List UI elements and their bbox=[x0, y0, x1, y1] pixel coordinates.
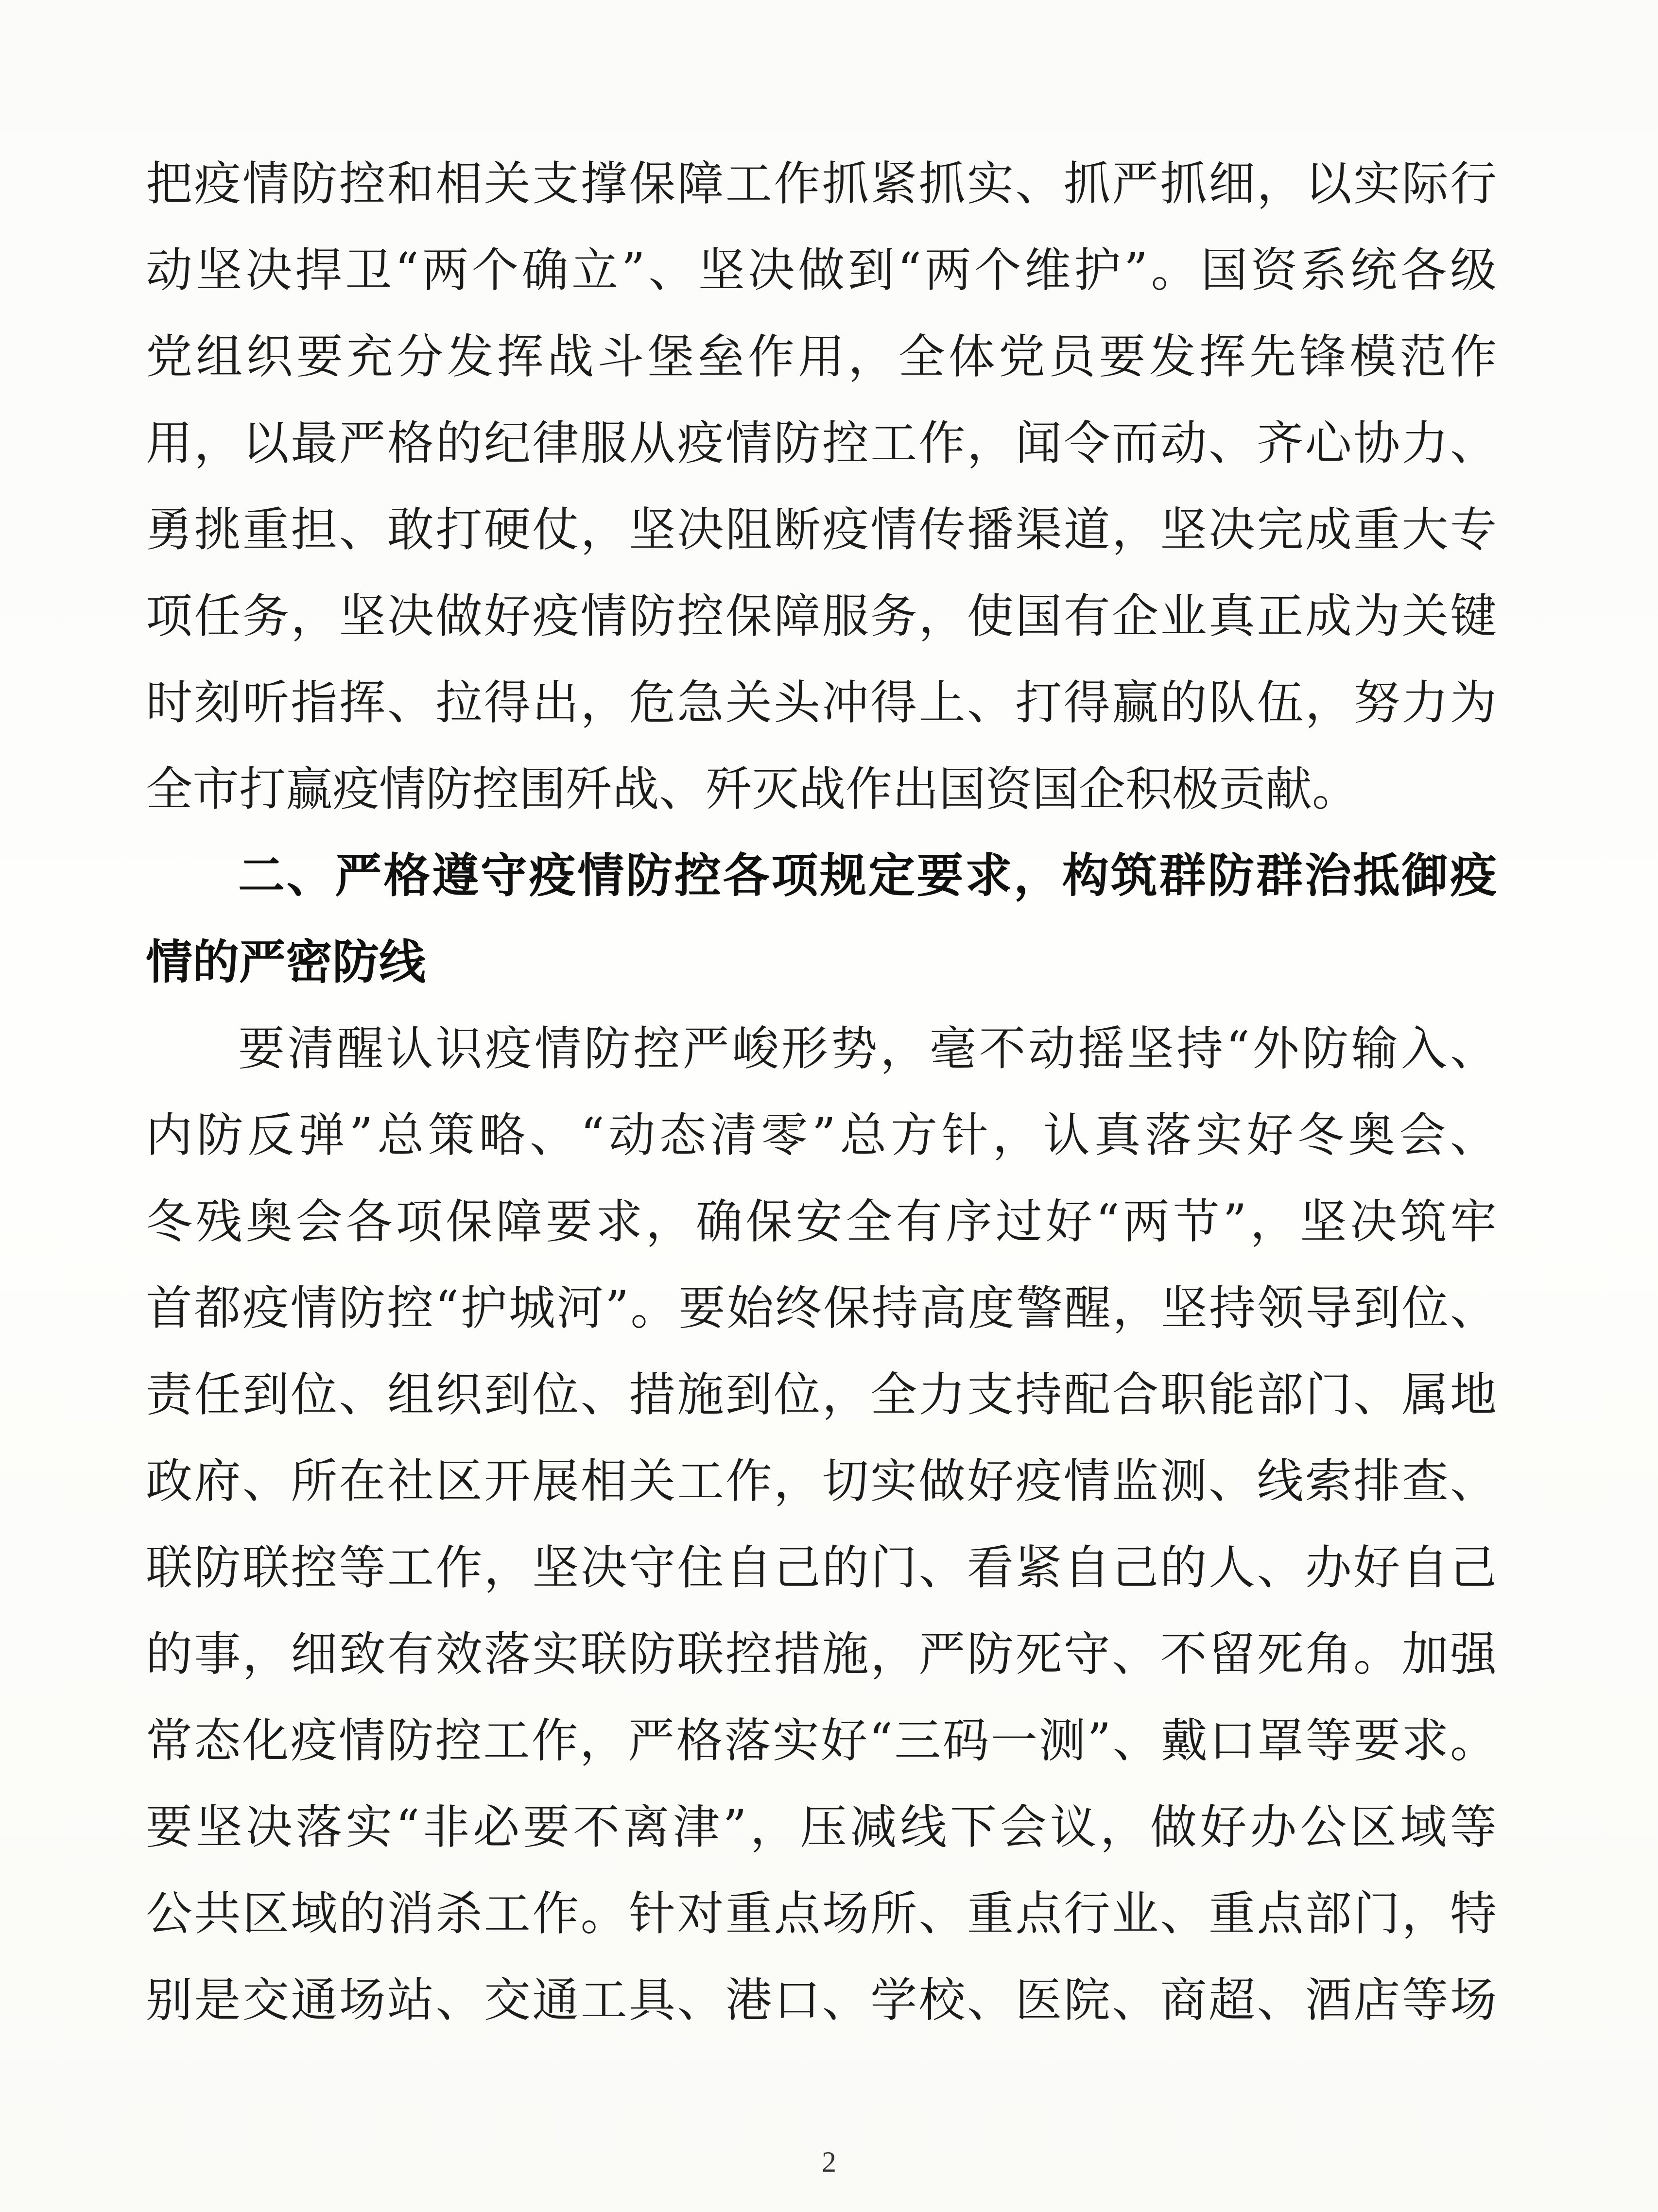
body-text-line: 项任务，坚决做好疫情防控保障服务，使国有企业真正成为关键 bbox=[146, 589, 1497, 643]
body-text-line: 把疫情防控和相关支撑保障工作抓紧抓实、抓严抓细，以实际行 bbox=[146, 156, 1497, 211]
body-text-line: 要清醒认识疫情防控严峻形势，毫不动摇坚持“外防输入、 bbox=[238, 1021, 1497, 1076]
body-text-line: 时刻听指挥、拉得出，危急关头冲得上、打得赢的队伍，努力为 bbox=[146, 675, 1497, 730]
section-heading: 二、严格遵守疫情防控各项规定要求，构筑群防群治抵御疫 bbox=[238, 848, 1497, 903]
body-text-line: 责任到位、组织到位、措施到位，全力支持配合职能部门、属地 bbox=[146, 1367, 1497, 1422]
body-text-line: 用，以最严格的纪律服从疫情防控工作，闻令而动、齐心协力、 bbox=[146, 416, 1497, 470]
section-heading: 情的严密防线 bbox=[146, 935, 426, 989]
body-text-line: 的事，细致有效落实联防联控措施，严防死守、不留死角。加强 bbox=[146, 1627, 1497, 1681]
body-text-line: 常态化疫情防控工作，严格落实好“三码一测”、戴口罩等要求。 bbox=[146, 1713, 1497, 1768]
body-text-line: 要坚决落实“非必要不离津”，压减线下会议，做好办公区域等 bbox=[146, 1800, 1497, 1854]
body-text-line: 政府、所在社区开展相关工作，切实做好疫情监测、线索排查、 bbox=[146, 1454, 1497, 1508]
body-text-line: 首都疫情防控“护城河”。要始终保持高度警醒，坚持领导到位、 bbox=[146, 1281, 1497, 1335]
body-text-line: 联防联控等工作，坚决守住自己的门、看紧自己的人、办好自己 bbox=[146, 1540, 1497, 1595]
body-text-line: 全市打赢疫情防控围歼战、歼灭战作出国资国企积极贡献。 bbox=[146, 762, 1359, 816]
body-text-line: 内防反弹”总策略、“动态清零”总方针，认真落实好冬奥会、 bbox=[146, 1108, 1497, 1162]
body-text-line: 动坚决捍卫“两个确立”、坚决做到“两个维护”。国资系统各级 bbox=[146, 243, 1497, 297]
body-text-line: 党组织要充分发挥战斗堡垒作用，全体党员要发挥先锋模范作 bbox=[146, 329, 1497, 384]
page-number: 2 bbox=[822, 2146, 836, 2178]
body-text-line: 冬残奥会各项保障要求，确保安全有序过好“两节”，坚决筑牢 bbox=[146, 1194, 1497, 1249]
body-text-line: 勇挑重担、敢打硬仗，坚决阻断疫情传播渠道，坚决完成重大专 bbox=[146, 502, 1497, 557]
body-text-line: 别是交通场站、交通工具、港口、学校、医院、商超、酒店等场 bbox=[146, 1973, 1497, 2027]
body-text-line: 公共区域的消杀工作。针对重点场所、重点行业、重点部门，特 bbox=[146, 1886, 1497, 1941]
